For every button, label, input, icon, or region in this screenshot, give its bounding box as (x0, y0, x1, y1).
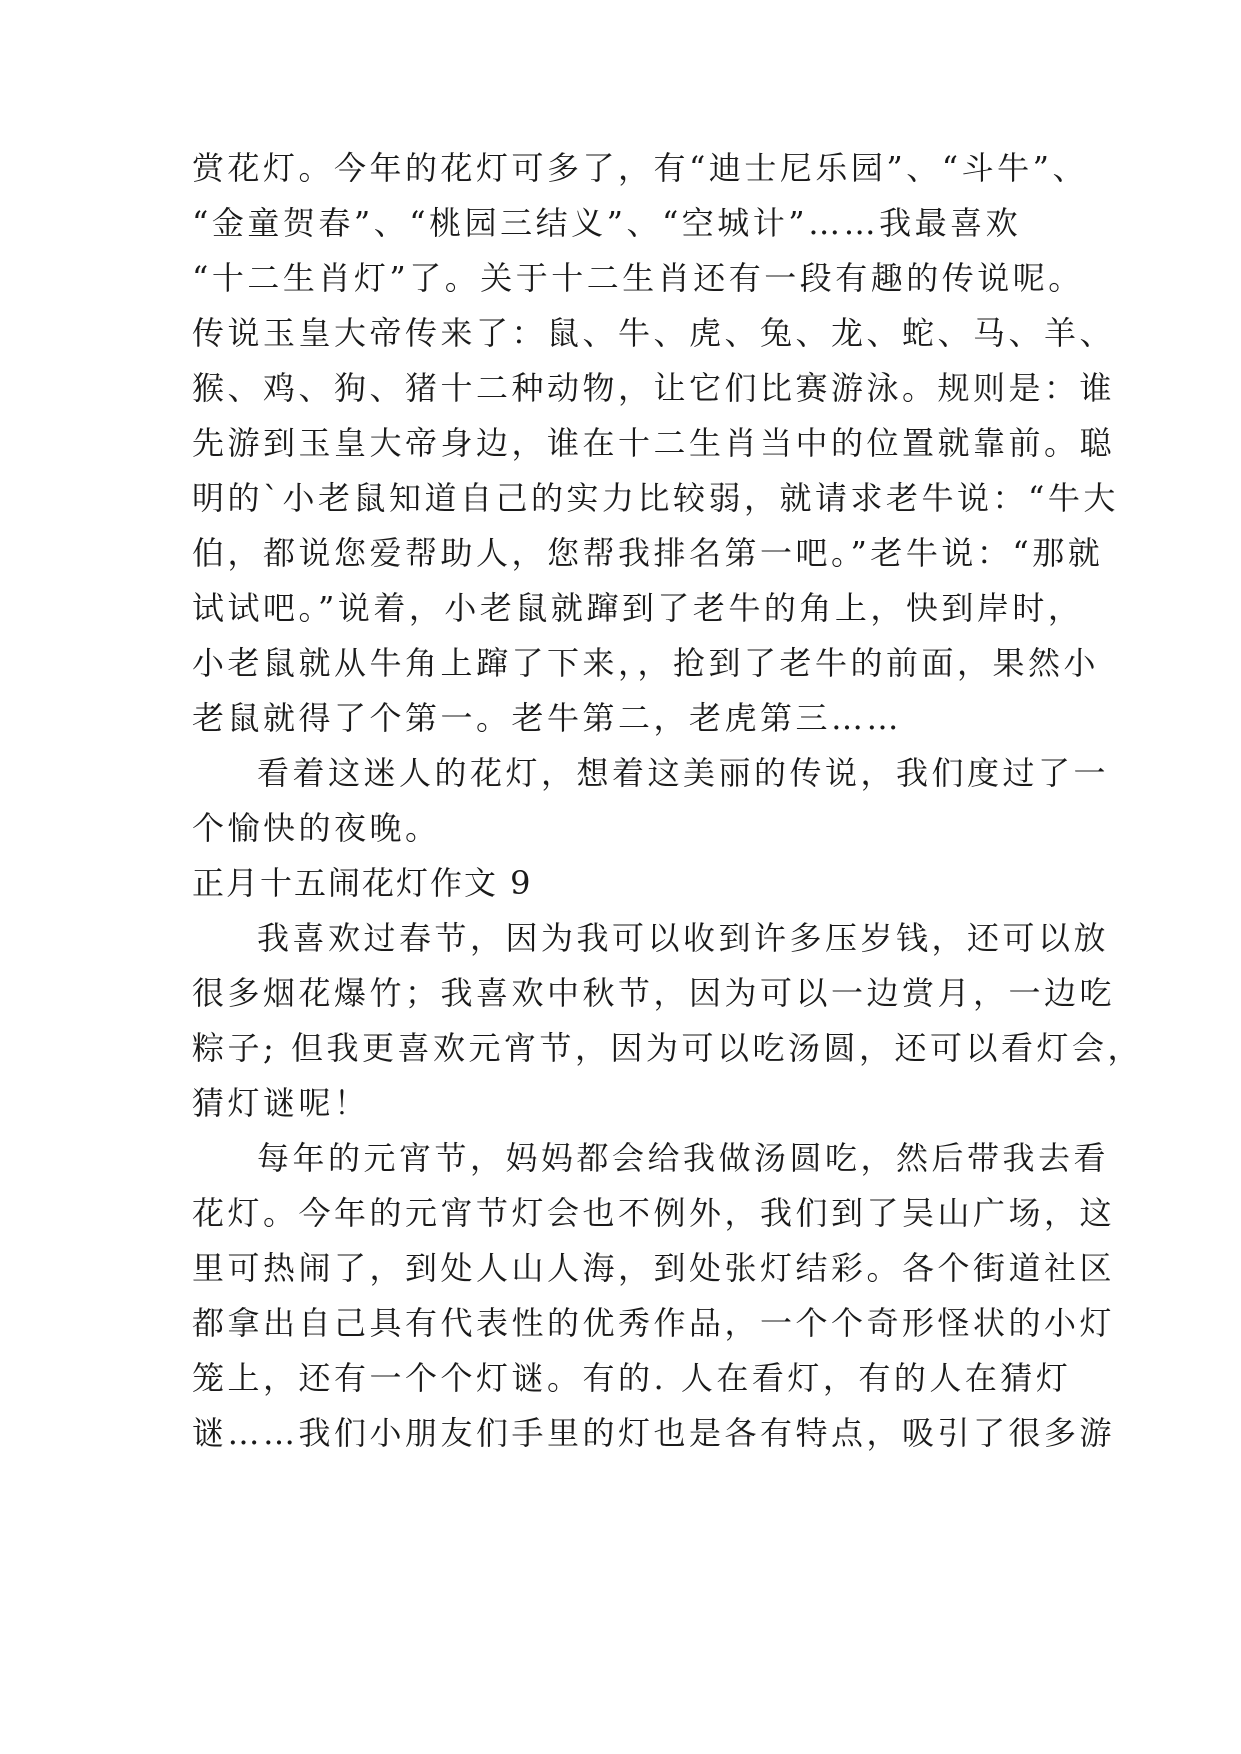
text-line: 很多烟花爆竹；我喜欢中秋节，因为可以一边赏月，一边吃 (192, 974, 1116, 1012)
text-line: 粽子; 但我更喜欢元宵节，因为可以吃汤圆，还可以看灯会， (192, 1029, 1143, 1067)
paragraph-first-line: 每年的元宵节，妈妈都会给我做汤圆吃，然后带我去看 (257, 1139, 1110, 1177)
text-line: 先游到玉皇大帝身边，谁在十二生肖当中的位置就靠前。聪 (192, 424, 1116, 462)
text-line: 传说玉皇大帝传来了：鼠、牛、虎、兔、龙、蛇、马、羊、 (192, 314, 1116, 352)
text-line: 谜……我们小朋友们手里的灯也是各有特点，吸引了很多游 (192, 1414, 1116, 1452)
text-line: “金童贺春”、“桃园三结义”、“空城计”……我最喜欢 (192, 204, 1022, 242)
text-line: 猜灯谜呢！ (192, 1084, 370, 1122)
text-line: 都拿出自己具有代表性的优秀作品，一个个奇形怪状的小灯 (192, 1304, 1116, 1342)
essay-heading: 正月十五闹花灯作文 9 (192, 864, 533, 902)
text-line: 赏花灯。今年的花灯可多了，有“迪士尼乐园”、“斗牛”、 (192, 149, 1088, 187)
text-line: 猴、鸡、狗、猪十二种动物，让它们比赛游泳。规则是：谁 (192, 369, 1116, 407)
text-line: 明的`小老鼠知道自己的实力比较弱，就请求老牛说：“牛大 (192, 479, 1119, 517)
text-line: 花灯。今年的元宵节灯会也不例外，我们到了吴山广场，这 (192, 1194, 1116, 1232)
paragraph-first-line: 看着这迷人的花灯，想着这美丽的传说，我们度过了一 (257, 754, 1110, 792)
paragraph-first-line: 我喜欢过春节，因为我可以收到许多压岁钱，还可以放 (257, 919, 1110, 957)
text-line: 老鼠就得了个第一。老牛第二，老虎第三…… (192, 699, 903, 737)
text-line: 笼上，还有一个个灯谜。有的. 人在看灯，有的人在猜灯 (192, 1359, 1072, 1397)
text-line: “十二生肖灯”了。关于十二生肖还有一段有趣的传说呢。 (192, 259, 1084, 297)
text-line: 伯，都说您爱帮助人，您帮我排名第一吧。”老牛说：“那就 (192, 534, 1104, 572)
text-line: 个愉快的夜晚。 (192, 809, 441, 847)
text-line: 小老鼠就从牛角上蹿了下来，，抢到了老牛的前面，果然小 (192, 644, 1100, 682)
text-line: 里可热闹了，到处人山人海，到处张灯结彩。各个街道社区 (192, 1249, 1116, 1287)
text-line: 试试吧。”说着，小老鼠就蹿到了老牛的角上，快到岸时， (192, 589, 1084, 627)
